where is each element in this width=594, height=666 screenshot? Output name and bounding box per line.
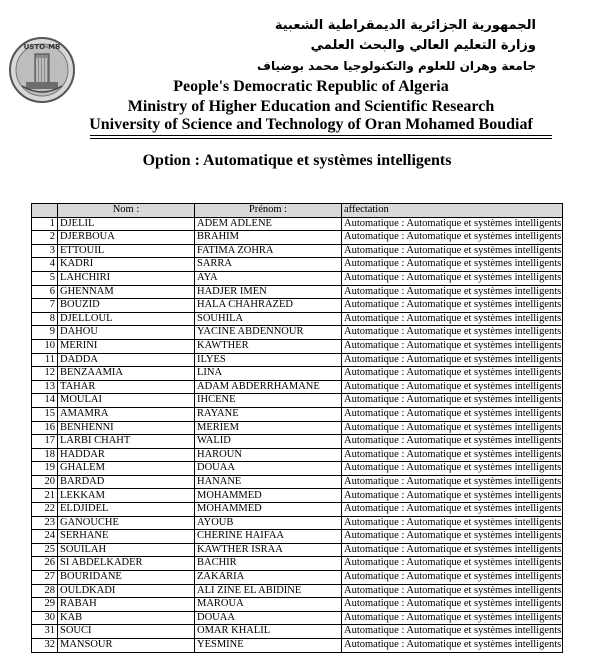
row-affectation: Automatique : Automatique et systèmes intelligents <box>342 557 563 571</box>
svg-text:USTO-MB: USTO-MB <box>23 43 61 51</box>
row-number: 12 <box>32 367 58 381</box>
row-number: 23 <box>32 516 58 530</box>
table-row <box>32 367 563 381</box>
row-number: 17 <box>32 435 58 449</box>
column-header-prenom: Prénom : <box>195 204 342 218</box>
arabic-header-university: جامعة وهران للعلوم والتكنولوجيا محمد بوضياف <box>257 59 536 73</box>
row-affectation: Automatique : Automatique et systèmes intelligents <box>342 611 563 625</box>
row-prenom: HADJER IMEN <box>195 285 342 299</box>
row-prenom: BACHIR <box>195 557 342 571</box>
row-nom: GHALEM <box>58 462 195 476</box>
table-row <box>32 489 563 503</box>
column-header-number <box>32 204 58 218</box>
row-number: 26 <box>32 557 58 571</box>
row-nom: DAHOU <box>58 326 195 340</box>
row-nom: ETTOUIL <box>58 244 195 258</box>
row-affectation: Automatique : Automatique et systèmes intelligents <box>342 271 563 285</box>
row-affectation: Automatique : Automatique et systèmes intelligents <box>342 475 563 489</box>
row-prenom: IHCENE <box>195 394 342 408</box>
table-row <box>32 462 563 476</box>
table-row <box>32 271 563 285</box>
row-number: 4 <box>32 258 58 272</box>
row-nom: MOULAI <box>58 394 195 408</box>
table-row <box>32 611 563 625</box>
row-number: 18 <box>32 448 58 462</box>
row-nom: BOURIDANE <box>58 571 195 585</box>
row-number: 25 <box>32 543 58 557</box>
header-university: University of Science and Technology of Oran Mohamed Boudiaf <box>89 116 533 133</box>
row-nom: HADDAR <box>58 448 195 462</box>
row-prenom: ADEM ADLENE <box>195 217 342 231</box>
row-affectation: Automatique : Automatique et systèmes intelligents <box>342 530 563 544</box>
row-nom: SOUILAH <box>58 543 195 557</box>
row-prenom: DOUAA <box>195 611 342 625</box>
row-number: 9 <box>32 326 58 340</box>
row-prenom: LINA <box>195 367 342 381</box>
row-prenom: AYA <box>195 271 342 285</box>
row-prenom: CHERINE HAIFAA <box>195 530 342 544</box>
row-number: 16 <box>32 421 58 435</box>
row-prenom: YACINE ABDENNOUR <box>195 326 342 340</box>
row-nom: ELDJIDEL <box>58 503 195 517</box>
row-prenom: MERIEM <box>195 421 342 435</box>
row-nom: OULDKADI <box>58 584 195 598</box>
row-number: 30 <box>32 611 58 625</box>
row-nom: RABAH <box>58 598 195 612</box>
row-number: 1 <box>32 217 58 231</box>
table-row <box>32 299 563 313</box>
table-row <box>32 407 563 421</box>
row-nom: DJELLOUL <box>58 312 195 326</box>
table-header-row <box>32 204 563 218</box>
row-prenom: BRAHIM <box>195 231 342 245</box>
row-affectation: Automatique : Automatique et systèmes intelligents <box>342 571 563 585</box>
arabic-header-ministry: وزارة التعليم العالي والبحث العلمي <box>310 38 536 53</box>
row-prenom: HANANE <box>195 475 342 489</box>
row-nom: KAB <box>58 611 195 625</box>
row-number: 22 <box>32 503 58 517</box>
row-number: 28 <box>32 584 58 598</box>
table-row <box>32 435 563 449</box>
row-prenom: ADAM ABDERRHAMANE <box>195 380 342 394</box>
table-row <box>32 625 563 639</box>
row-affectation: Automatique : Automatique et systèmes intelligents <box>342 244 563 258</box>
row-affectation: Automatique : Automatique et systèmes intelligents <box>342 462 563 476</box>
table-row <box>32 380 563 394</box>
row-prenom: RAYANE <box>195 407 342 421</box>
row-prenom: FATIMA ZOHRA <box>195 244 342 258</box>
row-nom: SI ABDELKADER <box>58 557 195 571</box>
header-divider <box>90 135 552 136</box>
row-affectation: Automatique : Automatique et systèmes intelligents <box>342 516 563 530</box>
row-number: 5 <box>32 271 58 285</box>
row-prenom: YESMINE <box>195 639 342 653</box>
row-nom: DJERBOUA <box>58 231 195 245</box>
row-number: 31 <box>32 625 58 639</box>
row-number: 20 <box>32 475 58 489</box>
row-affectation: Automatique : Automatique et systèmes intelligents <box>342 407 563 421</box>
table-row <box>32 584 563 598</box>
table-row <box>32 394 563 408</box>
row-prenom: SOUHILA <box>195 312 342 326</box>
table-row <box>32 258 563 272</box>
row-nom: DJELIL <box>58 217 195 231</box>
table-row <box>32 353 563 367</box>
row-affectation: Automatique : Automatique et systèmes intelligents <box>342 285 563 299</box>
header-divider-second <box>90 138 552 139</box>
row-nom: BENZAAMIA <box>58 367 195 381</box>
row-number: 14 <box>32 394 58 408</box>
row-number: 2 <box>32 231 58 245</box>
row-affectation: Automatique : Automatique et systèmes intelligents <box>342 367 563 381</box>
row-number: 29 <box>32 598 58 612</box>
students-table <box>31 203 563 653</box>
row-nom: BOUZID <box>58 299 195 313</box>
row-nom: GHENNAM <box>58 285 195 299</box>
table-row <box>32 448 563 462</box>
table-row <box>32 530 563 544</box>
row-number: 27 <box>32 571 58 585</box>
row-nom: SERHANE <box>58 530 195 544</box>
row-prenom: HALA CHAHRAZED <box>195 299 342 313</box>
row-prenom: ALI ZINE EL ABIDINE <box>195 584 342 598</box>
row-prenom: ILYES <box>195 353 342 367</box>
row-affectation: Automatique : Automatique et systèmes intelligents <box>342 339 563 353</box>
table-row <box>32 421 563 435</box>
row-nom: LAHCHIRI <box>58 271 195 285</box>
row-nom: LARBI CHAHT <box>58 435 195 449</box>
row-affectation: Automatique : Automatique et systèmes intelligents <box>342 394 563 408</box>
column-header-nom: Nom : <box>58 204 195 218</box>
row-prenom: OMAR KHALIL <box>195 625 342 639</box>
table-row <box>32 503 563 517</box>
row-prenom: KAWTHER ISRAA <box>195 543 342 557</box>
table-row <box>32 557 563 571</box>
row-prenom: MAROUA <box>195 598 342 612</box>
row-number: 24 <box>32 530 58 544</box>
row-affectation: Automatique : Automatique et systèmes intelligents <box>342 435 563 449</box>
row-prenom: ZAKARIA <box>195 571 342 585</box>
row-nom: DADDA <box>58 353 195 367</box>
row-prenom: MOHAMMED <box>195 503 342 517</box>
row-number: 15 <box>32 407 58 421</box>
table-row <box>32 285 563 299</box>
table-row <box>32 516 563 530</box>
row-number: 3 <box>32 244 58 258</box>
row-number: 13 <box>32 380 58 394</box>
row-nom: TAHAR <box>58 380 195 394</box>
row-number: 32 <box>32 639 58 653</box>
row-nom: LEKKAM <box>58 489 195 503</box>
row-affectation: Automatique : Automatique et systèmes intelligents <box>342 353 563 367</box>
table-row <box>32 543 563 557</box>
row-prenom: WALID <box>195 435 342 449</box>
header-republic: People's Democratic Republic of Algeria <box>173 78 449 95</box>
row-affectation: Automatique : Automatique et systèmes intelligents <box>342 598 563 612</box>
table-row <box>32 217 563 231</box>
row-affectation: Automatique : Automatique et systèmes intelligents <box>342 543 563 557</box>
row-number: 21 <box>32 489 58 503</box>
row-affectation: Automatique : Automatique et systèmes intelligents <box>342 258 563 272</box>
table-row <box>32 571 563 585</box>
row-number: 11 <box>32 353 58 367</box>
table-row <box>32 475 563 489</box>
row-number: 8 <box>32 312 58 326</box>
arabic-header-republic: الجمهورية الجزائرية الديمقراطية الشعبية <box>274 18 536 33</box>
table-body <box>32 217 563 652</box>
table-row <box>32 639 563 653</box>
row-affectation: Automatique : Automatique et systèmes intelligents <box>342 421 563 435</box>
row-nom: KADRI <box>58 258 195 272</box>
row-affectation: Automatique : Automatique et systèmes intelligents <box>342 625 563 639</box>
row-prenom: HAROUN <box>195 448 342 462</box>
row-nom: GANOUCHE <box>58 516 195 530</box>
row-affectation: Automatique : Automatique et systèmes intelligents <box>342 503 563 517</box>
row-nom: MANSOUR <box>58 639 195 653</box>
row-prenom: DOUAA <box>195 462 342 476</box>
header-ministry: Ministry of Higher Education and Scientific Research <box>127 98 495 115</box>
row-nom: MERINI <box>58 339 195 353</box>
row-affectation: Automatique : Automatique et systèmes intelligents <box>342 312 563 326</box>
table-row <box>32 339 563 353</box>
row-affectation: Automatique : Automatique et systèmes intelligents <box>342 584 563 598</box>
row-prenom: MOHAMMED <box>195 489 342 503</box>
row-affectation: Automatique : Automatique et systèmes intelligents <box>342 299 563 313</box>
column-header-affectation: affectation <box>342 204 563 218</box>
row-nom: AMAMRA <box>58 407 195 421</box>
row-affectation: Automatique : Automatique et systèmes intelligents <box>342 380 563 394</box>
row-affectation: Automatique : Automatique et systèmes intelligents <box>342 217 563 231</box>
table-row <box>32 326 563 340</box>
table-row <box>32 598 563 612</box>
row-number: 7 <box>32 299 58 313</box>
row-nom: BENHENNI <box>58 421 195 435</box>
row-affectation: Automatique : Automatique et systèmes intelligents <box>342 448 563 462</box>
row-prenom: SARRA <box>195 258 342 272</box>
row-affectation: Automatique : Automatique et systèmes intelligents <box>342 489 563 503</box>
row-prenom: KAWTHER <box>195 339 342 353</box>
row-nom: SOUCI <box>58 625 195 639</box>
row-affectation: Automatique : Automatique et systèmes intelligents <box>342 326 563 340</box>
table-row <box>32 312 563 326</box>
row-prenom: AYOUB <box>195 516 342 530</box>
row-number: 19 <box>32 462 58 476</box>
row-affectation: Automatique : Automatique et systèmes intelligents <box>342 231 563 245</box>
row-number: 6 <box>32 285 58 299</box>
row-number: 10 <box>32 339 58 353</box>
table-row <box>32 231 563 245</box>
option-title: Option : Automatique et systèmes intelligents <box>142 152 452 169</box>
table-row <box>32 244 563 258</box>
row-affectation: Automatique : Automatique et systèmes intelligents <box>342 639 563 653</box>
row-nom: BARDAD <box>58 475 195 489</box>
